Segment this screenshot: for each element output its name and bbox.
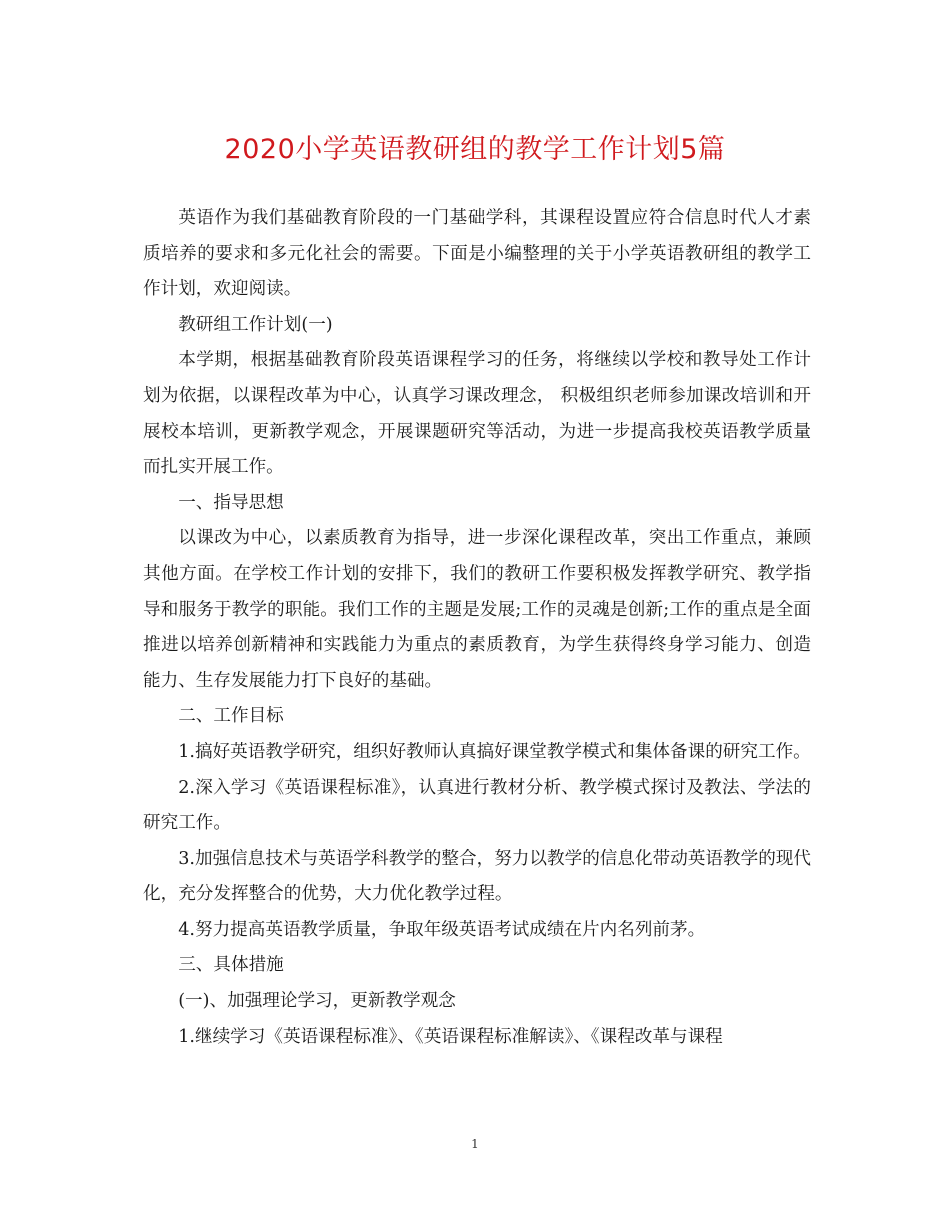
page-number: 1 — [471, 1137, 479, 1151]
list-item: 1.继续学习《英语课程标准》、《英语课程标准解读》、《课程改革与课程 — [178, 1026, 723, 1047]
body-paragraph: 本学期，根据基础教育阶段英语课程学习的任务，将继续以学校和教导处工作计划为依据，以课程改革为中心，认真学习课改理念， 积极组织老师参加课改培训和开展校本培训，更新教学观念，开展课题研究等活动，为进一步提高我校英语教学质量而扎实开展工作。 — [143, 350, 811, 478]
list-item: 3.加强信息技术与英语学科教学的整合，努力以教学的信息化带动英语教学的现代化，充分发挥整合的优势，大力优化教学过程。 — [143, 848, 811, 905]
section-heading: 二、工作目标 — [178, 706, 284, 727]
subsection-heading: (一)、加强理论学习，更新教学观念 — [178, 991, 456, 1012]
document-title: 2020小学英语教研组的教学工作计划5篇 — [224, 134, 726, 165]
list-item: 2.深入学习《英语课程标准》，认真进行教材分析、教学模式探讨及教法、学法的研究工作。 — [143, 777, 811, 834]
body-paragraph: 以课改为中心，以素质教育为指导，进一步深化课程改革，突出工作重点，兼顾其他方面。在学校工作计划的安排下，我们的教研工作要积极发挥教学研究、教学指导和服务于教学的职能。我们工作的主题是发展;工作的灵魂是创新;工作的重点是全面推进以培养创新精神和实践能力为重点的素质教育，为学生获得终身学习能力、创造能力、生存发展能力打下良好的基础。 — [143, 528, 811, 691]
list-item: 4.努力提高英语教学质量，争取年级英语考试成绩在片内名列前茅。 — [178, 919, 706, 940]
document-body — [143, 201, 811, 1055]
section-heading: 教研组工作计划(一) — [178, 314, 333, 335]
intro-paragraph: 英语作为我们基础教育阶段的一门基础学科，其课程设置应符合信息时代人才素质培养的要求和多元化社会的需要。下面是小编整理的关于小学英语教研组的教学工作计划，欢迎阅读。 — [143, 208, 811, 300]
section-heading: 三、具体措施 — [178, 955, 284, 976]
section-heading: 一、指导思想 — [178, 492, 284, 513]
list-item: 1.搞好英语教学研究，组织好教师认真搞好课堂教学模式和集体备课的研究工作。 — [178, 741, 811, 762]
